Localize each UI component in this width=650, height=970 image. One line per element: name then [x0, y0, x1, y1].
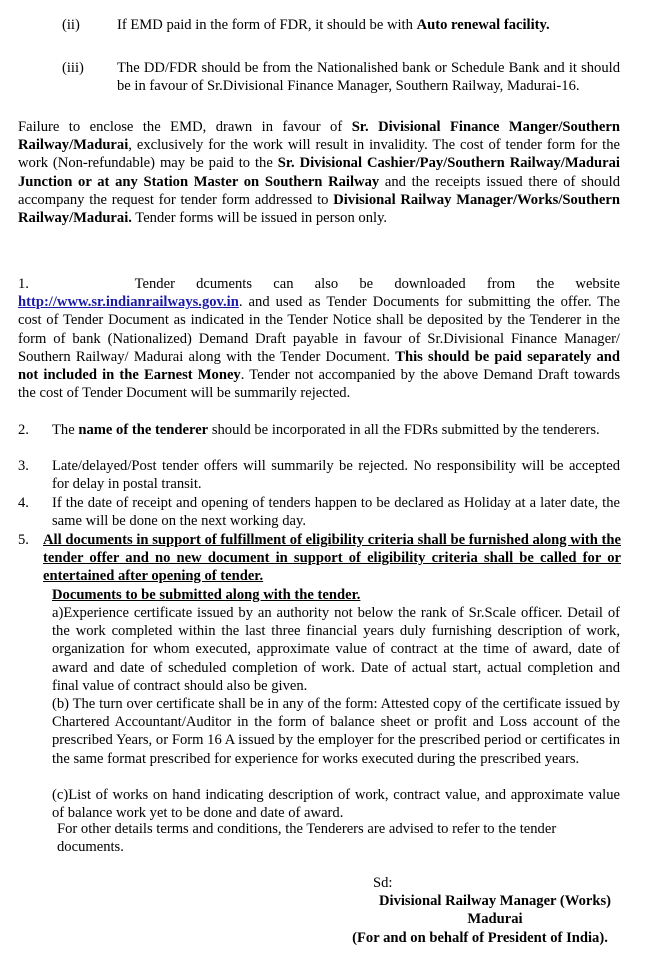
- failure-text-3: and the receipts issued there of should accompany the request for tender form addressed to: [18, 173, 621, 208]
- other-details-para: For other details terms and conditions, the Tenderers are advised to refer to the tender documents.: [57, 821, 557, 856]
- list-item-2-text-2: should be incorporated in all the FDRs submitted by the tenderers.: [208, 422, 600, 438]
- list-item-1-text: . and used as Tender Documents for submitting the offer. The cost of Tender Document as indicated in the Tender Notice shall be deposited by the Tenderer in the form of bank (Nationalized) Demand Draft payable in favour of Sr.Divisional Finance Manager/ Southern Railway/ Madurai along with the Tender Document.: [18, 294, 620, 365]
- turnover-certificate-para: (b) The turn over certificate shall be in any of the form: Attested copy of the certificate issued by Chartered Accountant/Auditor in the form of balance sheet or profit and Loss account of the prescribed Years, or Form 16 A issued by the employer for the prescribed period or certificates in the same format prescribed for experience for works executed during the prescribed years.: [52, 696, 620, 767]
- list-item-2-number: 2.: [18, 422, 29, 438]
- list-item-1-tail: . Tender not accompanied by the above Demand Draft towards the cost of Tender Document will be summarily rejected.: [18, 367, 620, 402]
- list-item-1-body: [18, 293, 620, 402]
- failure-text-2: , exclusively for the work will result in invalidity. The cost of tender form for the work (Non-refundable) may be paid to the: [18, 137, 620, 172]
- list-item-5-number: 5.: [18, 532, 29, 548]
- failure-bold-1: Sr. Divisional Finance Manger/Southern Railway/Madurai: [18, 119, 620, 154]
- list-item-1-number: 1.: [18, 276, 29, 292]
- failure-text-4: Tender forms will be issued in person only.: [131, 210, 388, 227]
- list-item-4-number: 4.: [18, 495, 29, 511]
- condition-number-ii: (ii): [62, 17, 80, 33]
- list-item-3-text: Late/delayed/Post tender offers will summarily be rejected. No responsibility will be accepted for delay in postal transit.: [52, 458, 620, 493]
- failure-text-1: Failure to enclose the EMD, drawn in favour of: [18, 119, 352, 135]
- experience-certificate-para: a)Experience certificate issued by an authority not below the rank of Sr.Scale officer. Detail of the work completed within the last three financial years duly furnishing description of work, organization for whom executed, approximate value of contract at the time of award, date of award and date of scheduled completion of work. Date of actual start, actual completion and final value of contract should also be given.: [52, 605, 620, 694]
- website-link[interactable]: http://www.sr.indianrailways.gov.in: [18, 294, 239, 311]
- list-item-2-bold: name of the tenderer: [78, 422, 209, 438]
- condition-iii-text: The DD/FDR should be from the Nationalished bank or Schedule Bank and it should be in favour of Sr.Divisional Finance Manager, Southern Railway, Madurai-16.: [117, 60, 620, 95]
- condition-ii-text: [117, 16, 620, 34]
- condition-ii-body: If EMD paid in the form of FDR, it should be with: [117, 17, 417, 33]
- eligibility-heading: [43, 531, 621, 586]
- failure-bold-3: Divisional Railway Manager/Works/Southern Railway/Madurai.: [18, 191, 620, 227]
- documents-subheading-text: Documents to be submitted along with the tender.: [52, 587, 361, 603]
- list-item-2-text: [52, 421, 620, 439]
- signature-behalf: (For and on behalf of President of India).: [352, 930, 608, 946]
- list-item-1-bold: This should be paid separately and not included in the Earnest Money: [18, 348, 620, 384]
- list-item-2-text-1: The: [52, 422, 79, 438]
- signature-sd: Sd:: [373, 875, 393, 891]
- list-item-3-number: 3.: [18, 458, 29, 474]
- condition-number-iii: (iii): [62, 60, 84, 76]
- documents-subheading: [52, 586, 620, 604]
- list-item-1-first-text: Tender dcuments can also be downloaded from the website: [134, 276, 620, 292]
- works-on-hand-para: (c)List of works on hand indicating description of work, contract value, and approximate value of balance work yet to be done and date of award.: [52, 787, 620, 822]
- list-item-4-text: If the date of receipt and opening of tenders happen to be declared as Holiday at a later date, the same will be done on the next working day.: [52, 495, 620, 530]
- emd-failure-paragraph: [18, 118, 620, 227]
- list-item-1-first-line: [18, 275, 620, 293]
- failure-bold-2: Sr. Divisional Cashier/Pay/Southern Railway/Madurai Junction or at any Station Master on Southern Railway: [18, 155, 620, 190]
- signature-place: Madurai: [467, 911, 523, 927]
- signature-title: Divisional Railway Manager (Works): [378, 893, 612, 909]
- eligibility-heading-text: All documents in support of fulfillment of eligibility criteria shall be furnished along with the tender offer and no new document in support of eligibility criteria shall be called for or entertained after opening of tender.: [43, 532, 621, 585]
- list-item-1: [18, 275, 620, 402]
- condition-ii-bold: Auto renewal facility.: [416, 17, 550, 33]
